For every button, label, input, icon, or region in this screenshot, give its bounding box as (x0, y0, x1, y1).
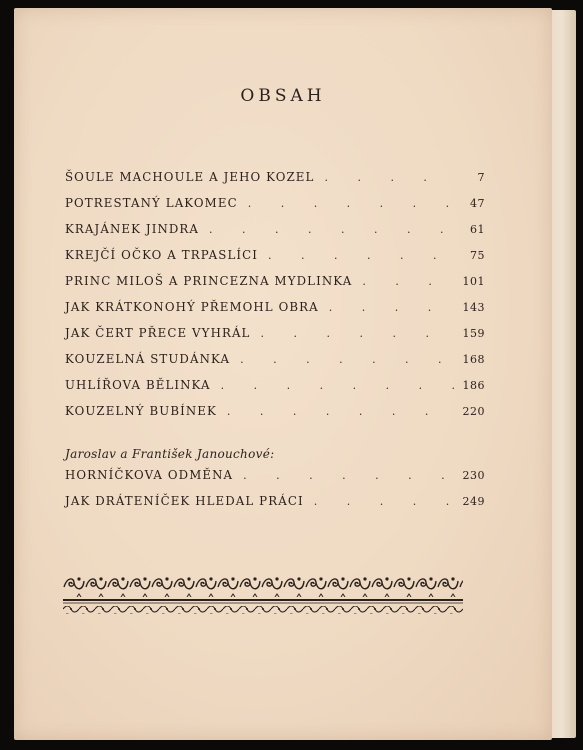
toc-entry-page: 7 (477, 171, 485, 184)
toc-entry (65, 170, 485, 196)
page-title: OBSAH (240, 86, 326, 106)
toc-leader-dots (352, 275, 455, 288)
toc-entry-page: 220 (462, 405, 485, 418)
floral-scroll-border-icon (63, 573, 463, 617)
toc-entry (65, 196, 485, 222)
toc-entry-page: 168 (462, 353, 485, 366)
toc-entry-title: HORNÍČKOVA ODMĚNA (65, 468, 234, 482)
table-of-contents (65, 170, 485, 520)
toc-entry-page: 101 (462, 275, 485, 288)
toc-entry (65, 378, 485, 404)
toc-entry-title: KOUZELNÝ BUBÍNEK (65, 404, 217, 418)
toc-entry (65, 248, 485, 274)
section-gap (65, 430, 485, 440)
toc-entry-page: 159 (462, 327, 485, 340)
toc-entry (65, 326, 485, 352)
toc-entry-page: 249 (462, 495, 485, 508)
toc-entry-page: 61 (470, 223, 485, 236)
toc-entry-page: 47 (470, 197, 485, 210)
toc-leader-dots (319, 301, 455, 314)
toc-leader-dots (238, 197, 455, 210)
toc-entry-title: ŠOULE MACHOULE A JEHO KOZEL (65, 170, 315, 184)
toc-entry (65, 494, 485, 520)
toc-entry-page: 143 (462, 301, 485, 314)
toc-entry-title: POTRESTANÝ LAKOMEC (65, 196, 238, 210)
toc-entry-title: KRAJÁNEK JINDRA (65, 222, 200, 236)
toc-leader-dots (258, 249, 455, 262)
toc-entry-page: 75 (470, 249, 485, 262)
toc-entry-title: JAK KRÁTKONOHÝ PŘEMOHL OBRA (65, 300, 319, 314)
toc-leader-dots (251, 327, 456, 340)
toc-leader-dots (304, 495, 455, 508)
toc-entry-title: JAK ČERT PŘECE VYHRÁL (65, 326, 251, 340)
toc-entry-page: 230 (462, 469, 485, 482)
toc-leader-dots (211, 379, 455, 392)
toc-leader-dots (217, 405, 455, 418)
toc-entry (65, 300, 485, 326)
toc-leader-dots (314, 171, 455, 184)
authors-heading: Jaroslav a František Janouchové: (65, 447, 275, 461)
toc-entry (65, 468, 485, 494)
toc-entry-page: 186 (462, 379, 485, 392)
toc-entry-title: PRINC MILOŠ A PRINCEZNA MYDLINKA (65, 274, 353, 288)
toc-entry-title: JAK DRÁTENÍČEK HLEDAL PRÁCI (65, 494, 304, 508)
toc-leader-dots (199, 223, 455, 236)
toc-entry (65, 404, 485, 430)
toc-entry-title: KREJČÍ OČKO A TRPASLÍCI (65, 248, 259, 262)
toc-entry-title: UHLÍŘOVA BĚLINKA (65, 378, 211, 392)
toc-leader-dots (233, 469, 455, 482)
toc-entry-title: KOUZELNÁ STUDÁNKA (65, 352, 231, 366)
toc-leader-dots (230, 353, 455, 366)
toc-entry (65, 352, 485, 378)
toc-entry (65, 274, 485, 300)
book-page (14, 8, 552, 740)
toc-entry (65, 222, 485, 248)
